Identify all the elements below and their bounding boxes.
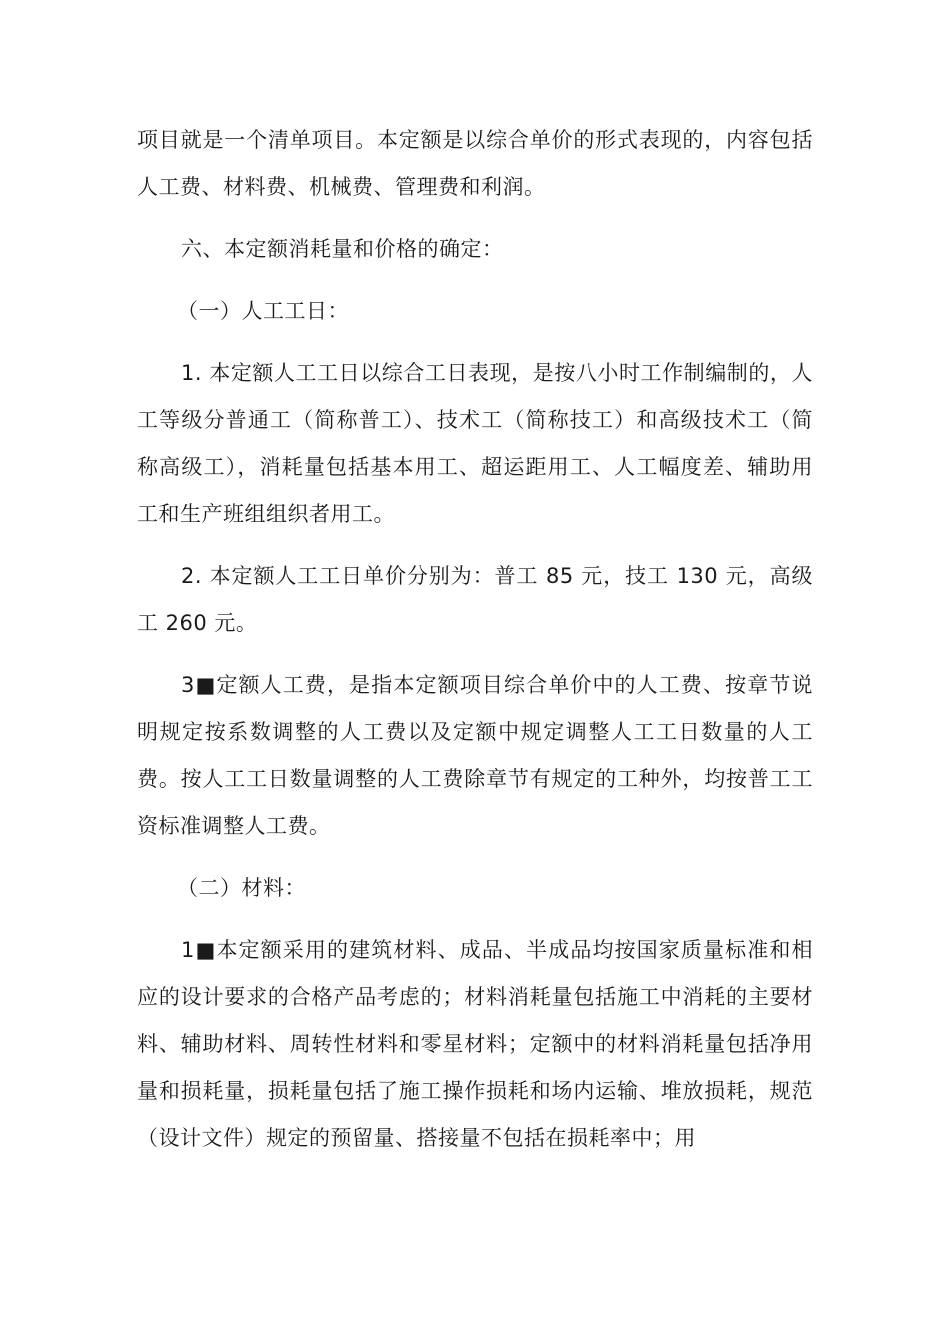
paragraph-labor-item-2: 2. 本定额人工工日单价分别为：普工 85 元，技工 130 元，高级工 260 元。 bbox=[137, 564, 813, 635]
paragraph-labor-item-1: 1. 本定额人工工日以综合工日表现，是按八小时工作制编制的，人工等级分普通工（简称普工）、技术工（简称技工）和高级技术工（简称高级工），消耗量包括基本用工、超运距用工、人工幅度差、辅助用工和生产班组组织者用工。 bbox=[137, 361, 813, 526]
paragraph-materials-item-1: 1■本定额采用的建筑材料、成品、半成品均按国家质量标准和相应的设计要求的合格产品考虑的；材料消耗量包括施工中消耗的主要材料、辅助材料、周转性材料和零星材料；定额中的材料消耗量包括净用量和损耗量，损耗量包括了施工操作损耗和场内运输、堆放损耗，规范（设计文件）规定的预留量、搭接量不包括在损耗率中；用 bbox=[137, 938, 813, 1150]
paragraph-materials-heading: （二）材料： bbox=[177, 876, 306, 900]
paragraph-labor-item-3: 3■定额人工费，是指本定额项目综合单价中的人工费、按章节说明规定按系数调整的人工费以及定额中规定调整人工工日数量的人工费。按人工工日数量调整的人工费除章节有规定的工种外，均按普工工资标准调整人工费。 bbox=[137, 673, 813, 838]
paragraph-intro-continuation: 项目就是一个清单项目。本定额是以综合单价的形式表现的，内容包括人工费、材料费、机械费、管理费和利润。 bbox=[137, 128, 813, 199]
paragraph-section-six-heading: 六、本定额消耗量和价格的确定： bbox=[181, 237, 504, 261]
document-body bbox=[137, 117, 813, 1177]
paragraph-labor-heading: （一）人工工日： bbox=[177, 299, 349, 323]
